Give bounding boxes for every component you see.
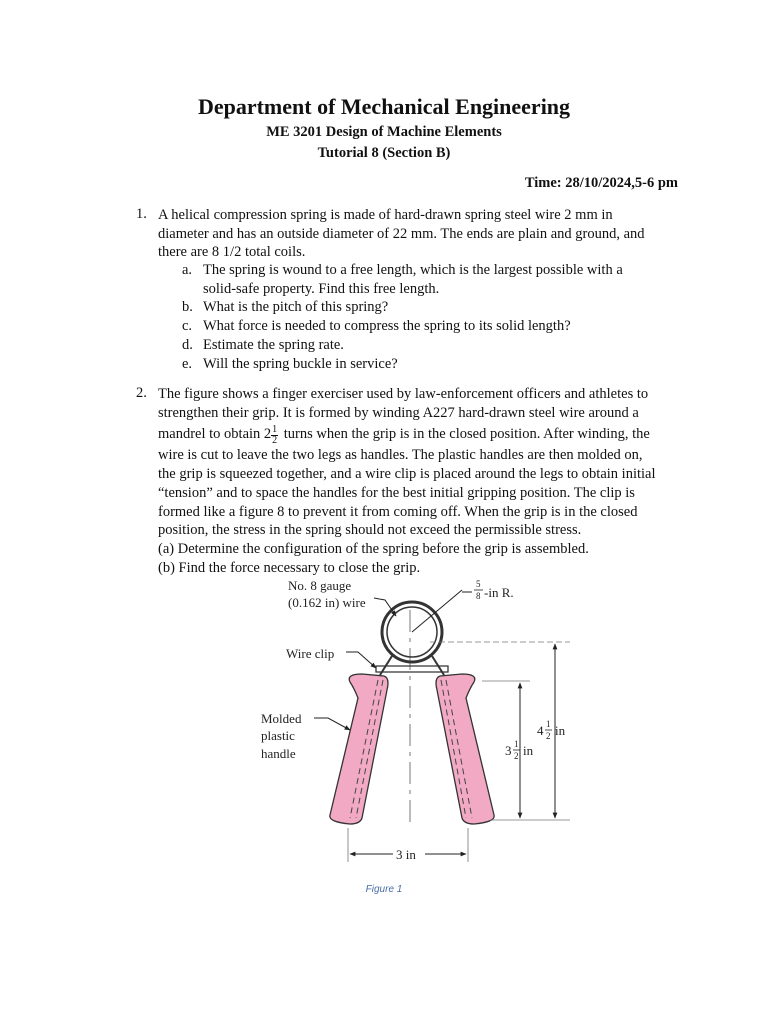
dim-3.5-num: 1 (514, 739, 519, 749)
dim-4.5-unit: in (555, 723, 566, 738)
radius-line (412, 590, 462, 632)
handle-right (436, 674, 494, 824)
question-2-line: strengthen their grip. It is formed by winding A227 hard-drawn steel wire around a (158, 404, 639, 421)
dim-4.5-den: 2 (546, 731, 551, 741)
handle-label: handle (261, 746, 296, 761)
tutorial-title: Tutorial 8 (Section B) (317, 145, 451, 161)
part-letter: b. (182, 299, 193, 316)
dim-3.5-den: 2 (514, 751, 519, 761)
handle-leader (314, 718, 350, 730)
radius-numerator: 5 (476, 579, 481, 589)
question-2-text (158, 385, 678, 577)
fraction-numerator: 1 (272, 423, 278, 435)
question-2-line: The figure shows a finger exerciser used by law-enforcement officers and athletes to (158, 386, 649, 402)
question-1-number: 1. (136, 206, 147, 222)
question-1-part-b (182, 298, 662, 317)
fraction-denominator: 2 (272, 434, 278, 446)
figure-caption: Figure 1 (365, 884, 403, 895)
question-1-text (158, 206, 678, 262)
dim-3.5-unit: in (523, 743, 534, 758)
question-2-line: mandrel to obtain 2 (158, 426, 272, 443)
question-1-parts (182, 261, 662, 373)
question-1-part-a (182, 261, 662, 298)
question-2-line: (b) Find the force necessary to close the grip. (158, 559, 421, 576)
radius-denominator: 8 (476, 591, 481, 601)
course-title: ME 3201 Design of Machine Elements (266, 124, 502, 140)
question-2-line: position, the stress in the spring should not exceed the permissible stress. (158, 522, 582, 539)
question-2-line: formed like a figure 8 to prevent it from coming off. When the grip is in the closed (158, 503, 638, 520)
question-2-line-with-fraction (158, 422, 678, 446)
wire-clip (376, 666, 448, 672)
question-1-line: diameter and has an outside diameter of 22 mm. The ends are plain and ground, and (158, 225, 645, 242)
part-line: Estimate the spring rate. (203, 336, 344, 353)
part-line: Will the spring buckle in service? (203, 355, 398, 372)
part-letter: e. (182, 355, 193, 372)
time-label: Time: 28/10/2024,5-6 pm (524, 175, 678, 191)
department-title: Department of Mechanical Engineering (197, 94, 571, 119)
dim-4.5-num: 1 (546, 719, 551, 729)
dim-4.5-whole: 4 (537, 723, 544, 738)
question-1-part-d (182, 336, 662, 355)
question-1-line: A helical compression spring is made of hard-drawn spring steel wire 2 mm in (158, 207, 613, 223)
wire-leader (374, 598, 396, 616)
part-line: The spring is wound to a free length, which is the largest possible with a (203, 262, 623, 278)
dim-3.5-whole: 3 (505, 743, 512, 758)
wire-clip-label: Wire clip (286, 646, 335, 661)
wire-gauge-label: No. 8 gauge (288, 578, 352, 593)
part-letter: d. (182, 336, 193, 353)
question-1-part-e (182, 355, 662, 374)
part-letter: a. (182, 262, 193, 278)
handle-label: plastic (261, 728, 295, 743)
part-line: What is the pitch of this spring? (203, 299, 389, 316)
dim-3in-label: 3 in (396, 847, 416, 862)
question-2-line: the grip is squeezed together, and a wire clip is placed around the legs to obtain initial (158, 466, 656, 483)
question-2-line: wire is cut to leave the two legs as handles. The plastic handles are then molded on, (158, 447, 643, 464)
question-2-number: 2. (136, 385, 147, 401)
question-2-line: turns when the grip is in the closed position. After winding, the (280, 426, 650, 443)
radius-label: -in R. (484, 585, 514, 600)
wire-diameter-label: (0.162 in) wire (288, 595, 366, 610)
part-letter: c. (182, 318, 193, 335)
finger-exerciser-figure (250, 570, 580, 870)
question-1-part-c (182, 317, 662, 336)
question-2-line: “tension” and to space the handles for the best initial gripping position. The clip is (158, 484, 635, 501)
clip-leader (346, 652, 376, 668)
part-line: What force is needed to compress the spring to its solid length? (203, 318, 571, 335)
handle-label: Molded (261, 711, 302, 726)
question-2-line: (a) Determine the configuration of the spring before the grip is assembled. (158, 540, 589, 557)
fraction (271, 425, 278, 446)
question-1-line: there are 8 1/2 total coils. (158, 244, 306, 261)
part-line: solid-safe property. Find this free length. (203, 280, 440, 297)
